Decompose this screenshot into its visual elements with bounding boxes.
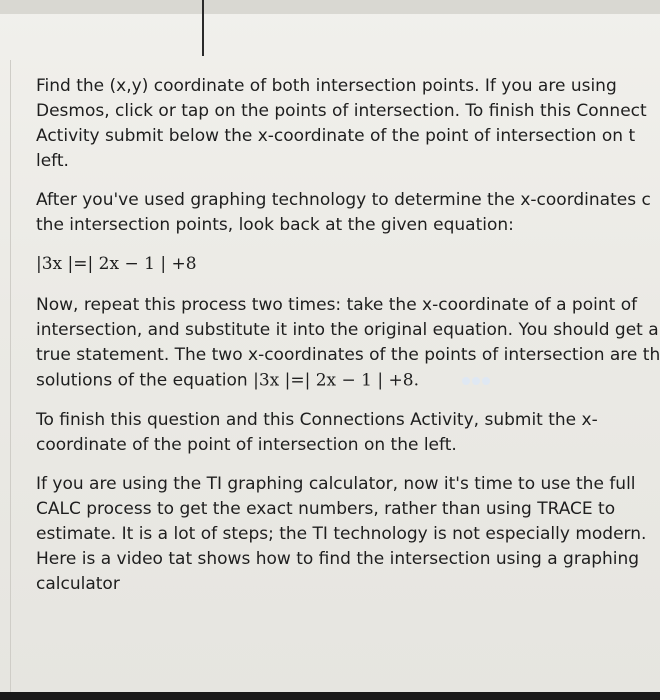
text-line: coordinate of the point of intersection on the left. — [36, 434, 457, 455]
text-line: To finish this question and this Connections Activity, submit the x- — [36, 409, 598, 430]
text-line: intersection, and substitute it into the original equation. You should get a — [36, 320, 659, 340]
inline-equation: |3x |=| 2x − 1 | +8. — [253, 370, 420, 391]
paragraph-intersection-instructions — [36, 74, 660, 174]
text-line: CALC process to get the exact numbers, rather than using TRACE to — [36, 498, 616, 519]
text-line: If you are using the TI graphing calculator, now it's time to use the full — [36, 473, 636, 494]
top-edge — [0, 0, 660, 14]
equation-display — [36, 252, 660, 277]
text-line: solutions of the equation — [36, 370, 254, 391]
text-line: true statement. The two x-coordinates of the points of intersection are th — [36, 345, 660, 365]
left-divider — [10, 60, 11, 700]
text-line: Find the (x,y) coordinate of both intersection points. If you are using — [36, 76, 617, 96]
paragraph-repeat-process — [36, 293, 660, 394]
loading-dots-icon — [462, 368, 492, 393]
equation: |3x |=| 2x − 1 | +8 — [36, 254, 197, 274]
paragraph-ti-calculator — [36, 472, 660, 597]
paragraph-finish — [36, 408, 660, 458]
paragraph-look-back — [36, 188, 660, 238]
text-line: Now, repeat this process two times: take the x-coordinate of a point of — [36, 295, 638, 315]
text-line: After you've used graphing technology to determine the x-coordinates c — [36, 190, 651, 210]
instructions-content — [36, 74, 660, 611]
text-line: Activity submit below the x-coordinate of the point of intersection on t — [36, 126, 636, 146]
text-line: Here is a video tat shows how to find the intersection using a graphing — [36, 548, 640, 569]
bottom-bar — [0, 692, 660, 700]
text-line: left. — [36, 151, 69, 171]
text-line: estimate. It is a lot of steps; the TI technology is not especially modern. — [36, 523, 647, 544]
text-line: the intersection points, look back at the given equation: — [36, 215, 514, 235]
text-line: calculator — [36, 573, 120, 594]
text-cursor — [202, 0, 204, 56]
text-line: Desmos, click or tap on the points of intersection. To finish this Connect — [36, 101, 647, 121]
